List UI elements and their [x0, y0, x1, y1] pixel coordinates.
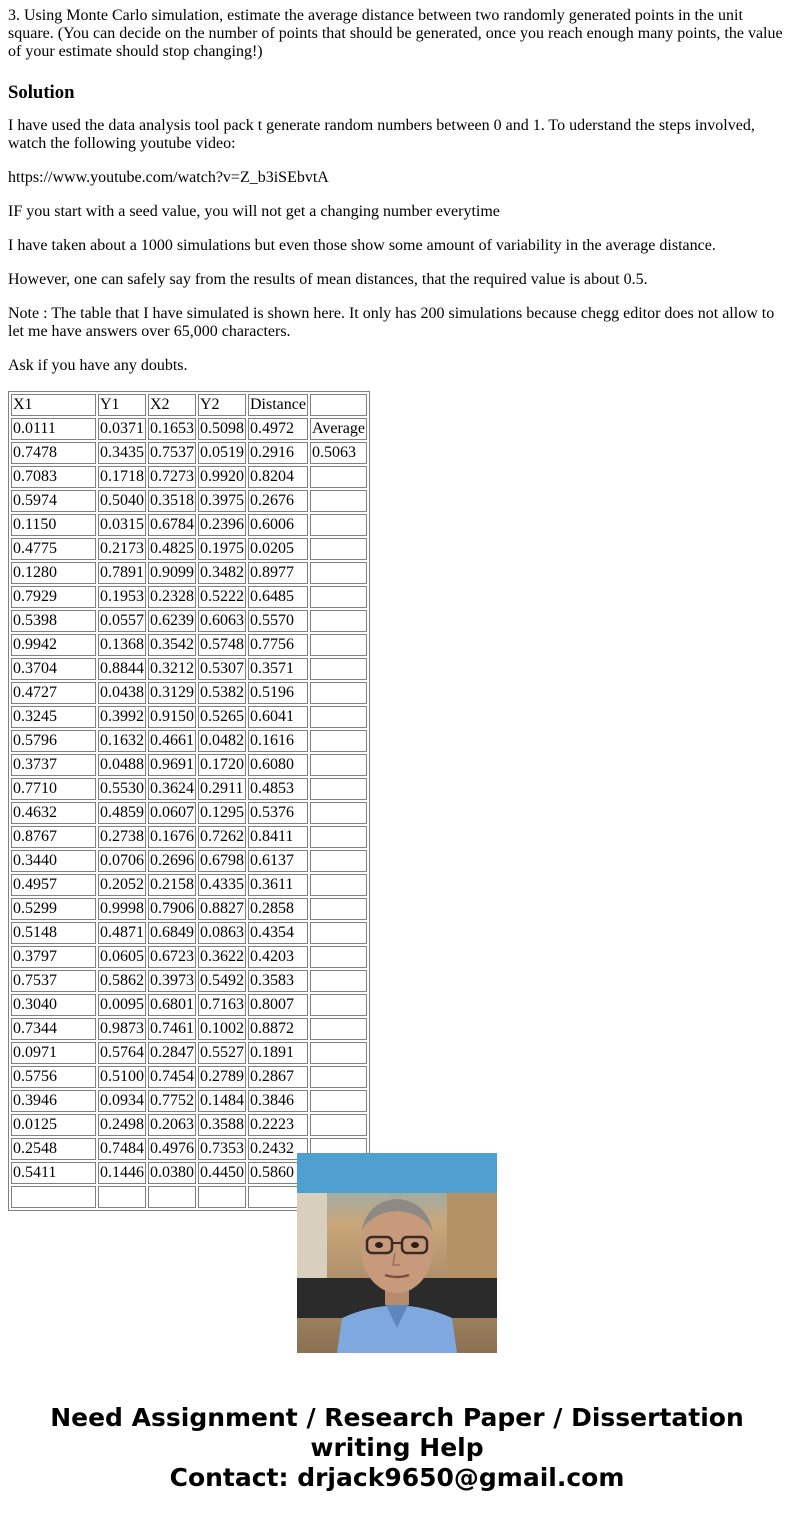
table-cell: 0.4825 — [148, 538, 196, 560]
table-row — [11, 610, 367, 632]
table-cell: 0.1295 — [198, 802, 246, 824]
table-row — [11, 490, 367, 512]
table-cell: 0.4976 — [148, 1138, 196, 1160]
table-cell: 0.1891 — [248, 1042, 308, 1064]
table-cell: 0.2916 — [248, 442, 308, 464]
table-cell: Average — [310, 418, 367, 440]
table-cell: 0.7537 — [148, 442, 196, 464]
table-cell: 0.4859 — [98, 802, 146, 824]
table-cell: 0.3040 — [11, 994, 96, 1016]
table-cell: 0.9099 — [148, 562, 196, 584]
table-cell: 0.0519 — [198, 442, 246, 464]
table-cell: 0.3435 — [98, 442, 146, 464]
table-row — [11, 946, 367, 968]
table-cell: 0.5492 — [198, 970, 246, 992]
table-cell: 0.1150 — [11, 514, 96, 536]
table-cell: 0.5196 — [248, 682, 308, 704]
table-cell — [310, 826, 367, 848]
table-cell: 0.4661 — [148, 730, 196, 752]
table-row — [11, 466, 367, 488]
table-cell: 0.4354 — [248, 922, 308, 944]
table-cell — [98, 1186, 146, 1208]
banner-line-1: Need Assignment / Research Paper / Dissertation — [50, 1403, 744, 1432]
table-cell: 0.3212 — [148, 658, 196, 680]
table-cell: 0.3588 — [198, 1114, 246, 1136]
table-cell: 0.8007 — [248, 994, 308, 1016]
table-cell — [310, 586, 367, 608]
table-cell: 0.5796 — [11, 730, 96, 752]
table-cell: 0.6137 — [248, 850, 308, 872]
table-cell: 0.2911 — [198, 778, 246, 800]
table-cell — [310, 658, 367, 680]
table-cell — [310, 778, 367, 800]
table-cell: 0.8872 — [248, 1018, 308, 1040]
table-row — [11, 1090, 367, 1112]
banner-contact[interactable]: Contact: drjack9650@gmail.com — [169, 1463, 625, 1492]
table-row — [11, 562, 367, 584]
simulation-table-container — [8, 391, 370, 1181]
table-cell: 0.4957 — [11, 874, 96, 896]
table-cell: 0.7353 — [198, 1138, 246, 1160]
table-cell: 0.6784 — [148, 514, 196, 536]
table-cell: 0.7752 — [148, 1090, 196, 1112]
table-cell: 0.1368 — [98, 634, 146, 656]
table-cell: 0.5860 — [248, 1162, 308, 1184]
table-cell: 0.2676 — [248, 490, 308, 512]
person-photo-icon — [297, 1153, 497, 1353]
table-cell: 0.9150 — [148, 706, 196, 728]
table-cell: 0.4450 — [198, 1162, 246, 1184]
table-cell: 0.1653 — [148, 418, 196, 440]
table-cell: 0.2328 — [148, 586, 196, 608]
table-cell: 0.8977 — [248, 562, 308, 584]
table-cell: 0.7461 — [148, 1018, 196, 1040]
simulation-table — [8, 391, 370, 1211]
table-cell: 0.4972 — [248, 418, 308, 440]
table-cell — [11, 1186, 96, 1208]
table-cell: 0.0125 — [11, 1114, 96, 1136]
table-row — [11, 706, 367, 728]
table-cell: 0.2063 — [148, 1114, 196, 1136]
table-cell: 0.8844 — [98, 658, 146, 680]
table-cell — [310, 514, 367, 536]
table-cell — [310, 802, 367, 824]
table-cell: 0.5063 — [310, 442, 367, 464]
paragraph-note: Note : The table that I have simulated is shown here. It only has 200 simulations because chegg editor does not allow to let me have answers over 65,000 characters. — [8, 305, 775, 340]
table-cell: 0.8767 — [11, 826, 96, 848]
table-cell: 0.3542 — [148, 634, 196, 656]
table-cell — [310, 466, 367, 488]
table-cell: 0.0438 — [98, 682, 146, 704]
table-cell: 0.7929 — [11, 586, 96, 608]
table-cell — [310, 1066, 367, 1088]
table-cell: 0.3440 — [11, 850, 96, 872]
table-header-cell: Distance — [248, 394, 308, 416]
table-cell: 0.7478 — [11, 442, 96, 464]
table-header-cell — [310, 394, 367, 416]
table-cell: 0.5398 — [11, 610, 96, 632]
table-cell: 0.2548 — [11, 1138, 96, 1160]
table-cell: 0.3797 — [11, 946, 96, 968]
table-cell: 0.9920 — [198, 466, 246, 488]
table-cell: 0.7537 — [11, 970, 96, 992]
paragraph-simulations: I have taken about a 1000 simulations but even those show some amount of variability in the average distance. — [8, 237, 716, 254]
table-cell: 0.6723 — [148, 946, 196, 968]
table-row — [11, 538, 367, 560]
table-cell: 0.9998 — [98, 898, 146, 920]
table-cell: 0.3583 — [248, 970, 308, 992]
table-row — [11, 778, 367, 800]
table-row — [11, 586, 367, 608]
table-cell: 0.7484 — [98, 1138, 146, 1160]
table-cell: 0.0605 — [98, 946, 146, 968]
table-cell: 0.2223 — [248, 1114, 308, 1136]
table-header-cell: X1 — [11, 394, 96, 416]
table-row — [11, 730, 367, 752]
table-cell: 0.5530 — [98, 778, 146, 800]
table-cell: 0.0482 — [198, 730, 246, 752]
table-cell: 0.3946 — [11, 1090, 96, 1112]
table-cell: 0.0095 — [98, 994, 146, 1016]
table-row — [11, 802, 367, 824]
table-header-row — [11, 394, 367, 416]
table-cell: 0.9691 — [148, 754, 196, 776]
table-cell: 0.3704 — [11, 658, 96, 680]
table-cell — [310, 970, 367, 992]
table-cell: 0.0557 — [98, 610, 146, 632]
table-cell: 0.1676 — [148, 826, 196, 848]
table-cell: 0.3973 — [148, 970, 196, 992]
table-cell — [310, 610, 367, 632]
paragraph-method: I have used the data analysis tool pack t generate random numbers between 0 and 1. To uderstand the steps involved, watch the following youtube video: — [8, 117, 755, 152]
table-cell: 0.7710 — [11, 778, 96, 800]
table-cell: 0.2173 — [98, 538, 146, 560]
table-cell: 0.5222 — [198, 586, 246, 608]
table-row — [11, 634, 367, 656]
table-cell: 0.6485 — [248, 586, 308, 608]
table-cell: 0.3611 — [248, 874, 308, 896]
table-cell: 0.5974 — [11, 490, 96, 512]
table-cell: 0.6849 — [148, 922, 196, 944]
table-cell: 0.5040 — [98, 490, 146, 512]
table-cell: 0.2696 — [148, 850, 196, 872]
table-cell: 0.5764 — [98, 1042, 146, 1064]
table-cell: 0.5570 — [248, 610, 308, 632]
table-cell: 0.6063 — [198, 610, 246, 632]
table-row — [11, 874, 367, 896]
table-header-cell: Y1 — [98, 394, 146, 416]
table-cell: 0.1616 — [248, 730, 308, 752]
table-cell: 0.4203 — [248, 946, 308, 968]
table-cell: 0.8411 — [248, 826, 308, 848]
table-cell — [198, 1186, 246, 1208]
table-cell: 0.5265 — [198, 706, 246, 728]
paragraph-result: However, one can safely say from the results of mean distances, that the required value is about 0.5. — [8, 271, 648, 288]
table-cell: 0.7163 — [198, 994, 246, 1016]
table-cell: 0.3737 — [11, 754, 96, 776]
table-cell: 0.7273 — [148, 466, 196, 488]
table-cell: 0.0706 — [98, 850, 146, 872]
table-cell: 0.4853 — [248, 778, 308, 800]
table-cell: 0.6006 — [248, 514, 308, 536]
table-cell: 0.4727 — [11, 682, 96, 704]
table-row — [11, 994, 367, 1016]
table-cell — [310, 1090, 367, 1112]
table-row — [11, 418, 367, 440]
table-cell — [310, 874, 367, 896]
table-cell — [310, 634, 367, 656]
table-cell: 0.5382 — [198, 682, 246, 704]
table-cell: 0.0380 — [148, 1162, 196, 1184]
table-cell: 0.7262 — [198, 826, 246, 848]
table-row — [11, 922, 367, 944]
table-row — [11, 682, 367, 704]
table-cell: 0.3482 — [198, 562, 246, 584]
table-cell: 0.2789 — [198, 1066, 246, 1088]
table-cell: 0.8204 — [248, 466, 308, 488]
table-row — [11, 1042, 367, 1064]
table-cell: 0.5862 — [98, 970, 146, 992]
table-cell: 0.0607 — [148, 802, 196, 824]
table-row — [11, 442, 367, 464]
table-cell — [310, 562, 367, 584]
table-cell: 0.3992 — [98, 706, 146, 728]
table-cell — [310, 994, 367, 1016]
table-row — [11, 1066, 367, 1088]
table-row — [11, 658, 367, 680]
table-cell — [310, 682, 367, 704]
table-cell — [310, 922, 367, 944]
table-row — [11, 754, 367, 776]
paragraph-seed: IF you start with a seed value, you will not get a changing number everytime — [8, 203, 500, 220]
table-cell: 0.0111 — [11, 418, 96, 440]
table-row — [11, 1114, 367, 1136]
table-cell — [310, 850, 367, 872]
table-cell: 0.7454 — [148, 1066, 196, 1088]
table-cell: 0.6801 — [148, 994, 196, 1016]
table-cell: 0.7083 — [11, 466, 96, 488]
table-cell: 0.3518 — [148, 490, 196, 512]
table-cell: 0.5748 — [198, 634, 246, 656]
table-row — [11, 1018, 367, 1040]
table-cell: 0.6041 — [248, 706, 308, 728]
table-cell: 0.9873 — [98, 1018, 146, 1040]
table-cell: 0.0315 — [98, 514, 146, 536]
banner-line-2: writing Help — [310, 1433, 484, 1462]
table-cell — [310, 946, 367, 968]
table-cell: 0.6239 — [148, 610, 196, 632]
table-row — [11, 826, 367, 848]
table-cell: 0.1484 — [198, 1090, 246, 1112]
table-cell: 0.6080 — [248, 754, 308, 776]
table-cell: 0.3245 — [11, 706, 96, 728]
table-cell — [310, 1114, 367, 1136]
table-row — [11, 898, 367, 920]
author-photo — [297, 1153, 497, 1353]
table-cell — [310, 1018, 367, 1040]
table-cell: 0.5527 — [198, 1042, 246, 1064]
table-cell: 0.0371 — [98, 418, 146, 440]
table-cell: 0.3571 — [248, 658, 308, 680]
table-cell: 0.5100 — [98, 1066, 146, 1088]
table-cell: 0.0205 — [248, 538, 308, 560]
table-cell — [310, 730, 367, 752]
table-cell: 0.1718 — [98, 466, 146, 488]
table-cell: 0.7906 — [148, 898, 196, 920]
table-cell: 0.5756 — [11, 1066, 96, 1088]
table-cell: 0.4775 — [11, 538, 96, 560]
table-cell: 0.1002 — [198, 1018, 246, 1040]
table-cell: 0.0488 — [98, 754, 146, 776]
table-cell: 0.5307 — [198, 658, 246, 680]
table-cell: 0.2498 — [98, 1114, 146, 1136]
table-cell — [310, 706, 367, 728]
table-row — [11, 970, 367, 992]
question-text: 3. Using Monte Carlo simulation, estimate the average distance between two randomly generated points in the unit square. (You can decide on the number of points that should be generated, once you reach enough many points, the value of your estimate should stop changing!) — [8, 7, 783, 60]
table-cell: 0.7344 — [11, 1018, 96, 1040]
table-cell: 0.5411 — [11, 1162, 96, 1184]
table-cell: 0.2052 — [98, 874, 146, 896]
table-cell: 0.4632 — [11, 802, 96, 824]
table-cell: 0.7891 — [98, 562, 146, 584]
table-cell: 0.2847 — [148, 1042, 196, 1064]
table-cell: 0.5098 — [198, 418, 246, 440]
table-cell: 0.0971 — [11, 1042, 96, 1064]
paragraph-video-link[interactable]: https://www.youtube.com/watch?v=Z_b3iSEbvtA — [8, 169, 329, 186]
table-cell: 0.2858 — [248, 898, 308, 920]
table-cell: 0.5148 — [11, 922, 96, 944]
table-cell: 0.3622 — [198, 946, 246, 968]
table-cell: 0.3624 — [148, 778, 196, 800]
table-cell: 0.1720 — [198, 754, 246, 776]
table-cell: 0.1280 — [11, 562, 96, 584]
table-cell: 0.1632 — [98, 730, 146, 752]
table-header-cell: X2 — [148, 394, 196, 416]
table-row — [11, 850, 367, 872]
table-cell: 0.0863 — [198, 922, 246, 944]
table-cell: 0.7756 — [248, 634, 308, 656]
table-cell — [310, 898, 367, 920]
table-cell: 0.6798 — [198, 850, 246, 872]
table-cell: 0.8827 — [198, 898, 246, 920]
table-cell: 0.5376 — [248, 802, 308, 824]
table-cell: 0.2867 — [248, 1066, 308, 1088]
table-cell: 0.5299 — [11, 898, 96, 920]
table-cell: 0.0934 — [98, 1090, 146, 1112]
table-cell: 0.3846 — [248, 1090, 308, 1112]
promo-banner — [0, 1403, 794, 1493]
table-cell — [310, 754, 367, 776]
paragraph-doubts: Ask if you have any doubts. — [8, 357, 188, 374]
table-cell: 0.1975 — [198, 538, 246, 560]
table-cell — [310, 1042, 367, 1064]
table-cell: 0.9942 — [11, 634, 96, 656]
table-cell — [310, 538, 367, 560]
table-cell: 0.2158 — [148, 874, 196, 896]
table-cell: 0.2396 — [198, 514, 246, 536]
table-header-cell: Y2 — [198, 394, 246, 416]
solution-heading: Solution — [8, 82, 75, 103]
table-cell — [148, 1186, 196, 1208]
table-cell: 0.2432 — [248, 1138, 308, 1160]
table-cell: 0.2738 — [98, 826, 146, 848]
table-cell — [310, 490, 367, 512]
table-cell: 0.4871 — [98, 922, 146, 944]
table-cell: 0.1446 — [98, 1162, 146, 1184]
table-cell: 0.3129 — [148, 682, 196, 704]
table-cell: 0.4335 — [198, 874, 246, 896]
table-cell: 0.3975 — [198, 490, 246, 512]
table-row — [11, 514, 367, 536]
table-cell: 0.1953 — [98, 586, 146, 608]
